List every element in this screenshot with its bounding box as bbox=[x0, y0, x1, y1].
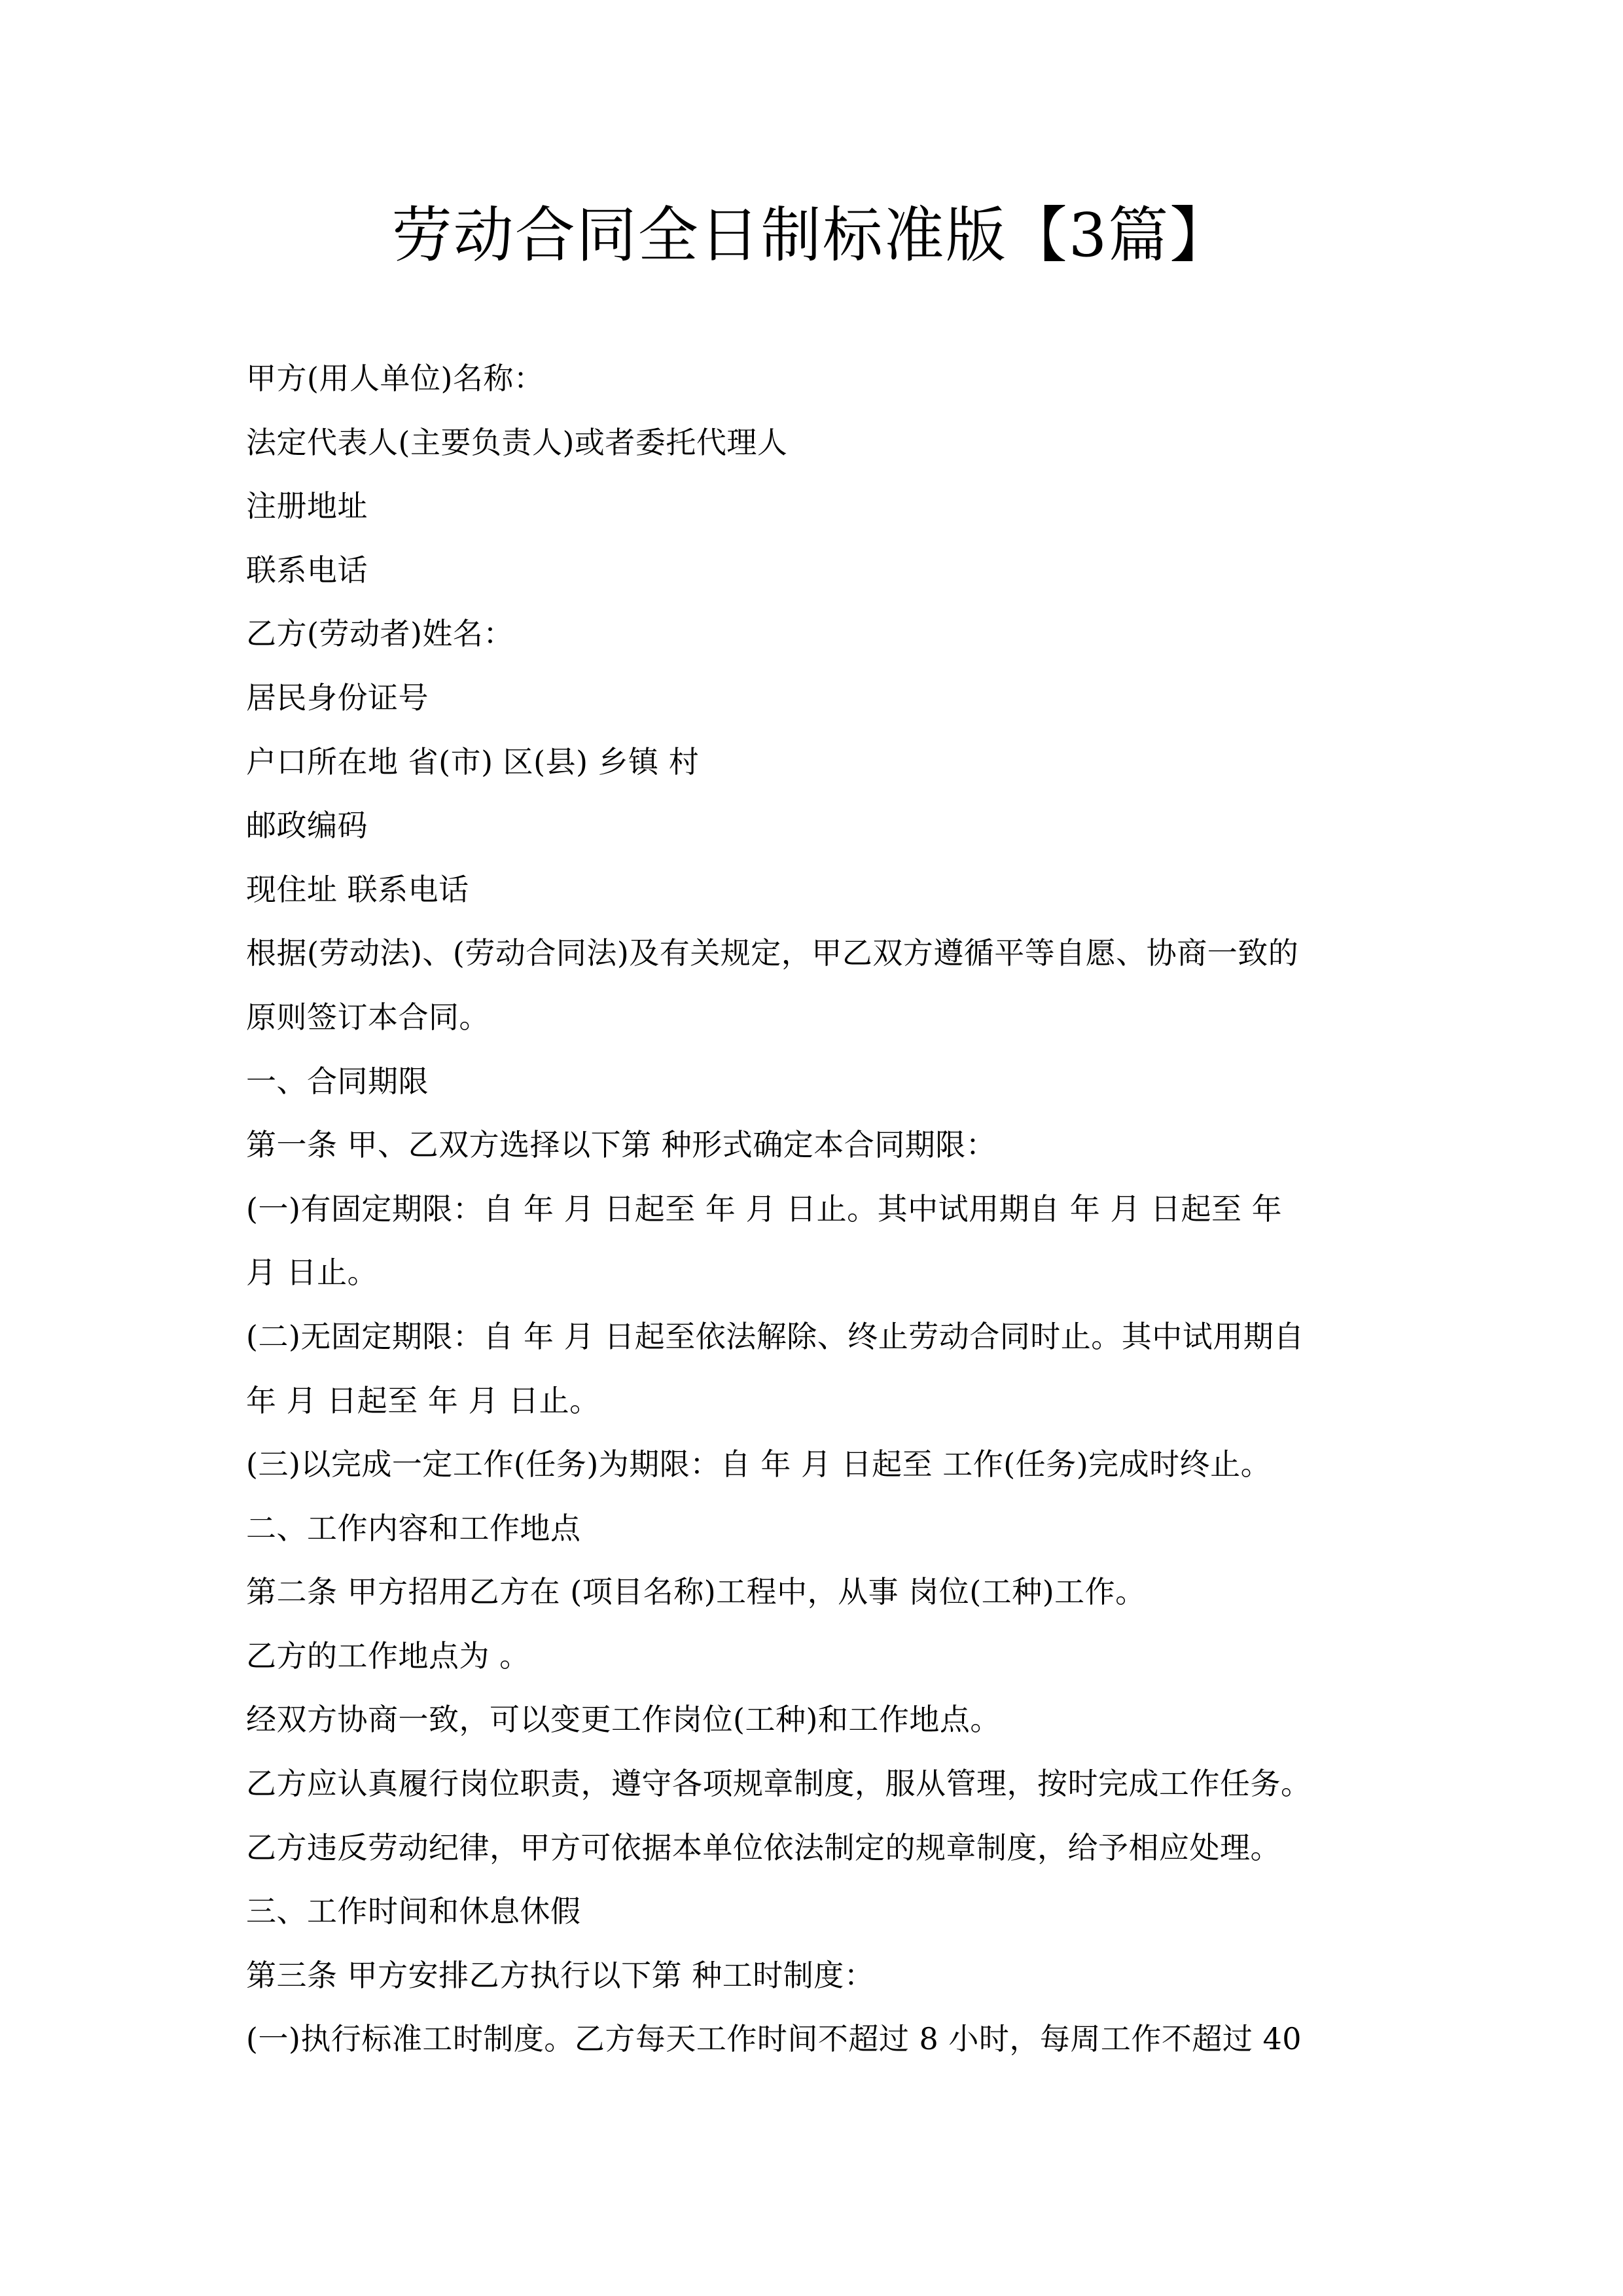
text-line: 月 日止。 bbox=[246, 1255, 378, 1291]
text-line: (一)执行标准工时制度。乙方每天工作时间不超过 8 小时，每周工作不超过 40 bbox=[246, 2021, 1302, 2057]
text-line: 原则签订本合同。 bbox=[246, 999, 490, 1035]
text-line: 甲方(用人单位)名称： bbox=[246, 361, 544, 396]
text-line: 第一条 甲、乙双方选择以下第 种形式确定本合同期限： bbox=[246, 1127, 997, 1163]
text-line: 乙方应认真履行岗位职责，遵守各项规章制度，服从管理，按时完成工作任务。 bbox=[246, 1766, 1311, 1802]
text-line: 乙方违反劳动纪律，甲方可依据本单位依法制定的规章制度，给予相应处理。 bbox=[246, 1829, 1281, 1865]
text-line: 户口所在地 省(市) 区(县) 乡镇 村 bbox=[246, 744, 700, 780]
text-line: 邮政编码 bbox=[246, 808, 368, 844]
text-line: (一)有固定期限：自 年 月 日起至 年 月 日止。其中试用期自 年 月 日起至 年 bbox=[246, 1191, 1283, 1227]
text-line: 乙方(劳动者)姓名： bbox=[246, 616, 514, 652]
text-line: 法定代表人(主要负责人)或者委托代理人 bbox=[246, 424, 788, 460]
text-line: 居民身份证号 bbox=[246, 679, 429, 715]
section-heading: 一、合同期限 bbox=[246, 1063, 429, 1099]
text-line: 现住址 联系电话 bbox=[246, 871, 469, 907]
text-line: (三)以完成一定工作(任务)为期限：自 年 月 日起至 工作(任务)完成时终止。 bbox=[246, 1446, 1272, 1482]
section-heading: 三、工作时间和休息休假 bbox=[246, 1893, 581, 1929]
text-line: (二)无固定期限：自 年 月 日起至依法解除、终止劳动合同时止。其中试用期自 bbox=[246, 1318, 1304, 1354]
text-line: 第三条 甲方安排乙方执行以下第 种工时制度： bbox=[246, 1957, 875, 1993]
document-body bbox=[246, 347, 1398, 2072]
text-line: 乙方的工作地点为 。 bbox=[246, 1638, 530, 1674]
section-heading: 二、工作内容和工作地点 bbox=[246, 1510, 581, 1546]
text-line: 经双方协商一致，可以变更工作岗位(工种)和工作地点。 bbox=[246, 1702, 1001, 1738]
text-line: 根据(劳动法)、(劳动合同法)及有关规定，甲乙双方遵循平等自愿、协商一致的 bbox=[246, 935, 1299, 971]
document-title: 劳动合同全日制标准版【3篇】 bbox=[391, 200, 1232, 270]
text-line: 注册地址 bbox=[246, 488, 368, 524]
text-line: 年 月 日起至 年 月 日止。 bbox=[246, 1382, 600, 1418]
text-line: 第二条 甲方招用乙方在 (项目名称)工程中，从事 岗位(工种)工作。 bbox=[246, 1574, 1146, 1610]
text-line: 联系电话 bbox=[246, 552, 368, 588]
